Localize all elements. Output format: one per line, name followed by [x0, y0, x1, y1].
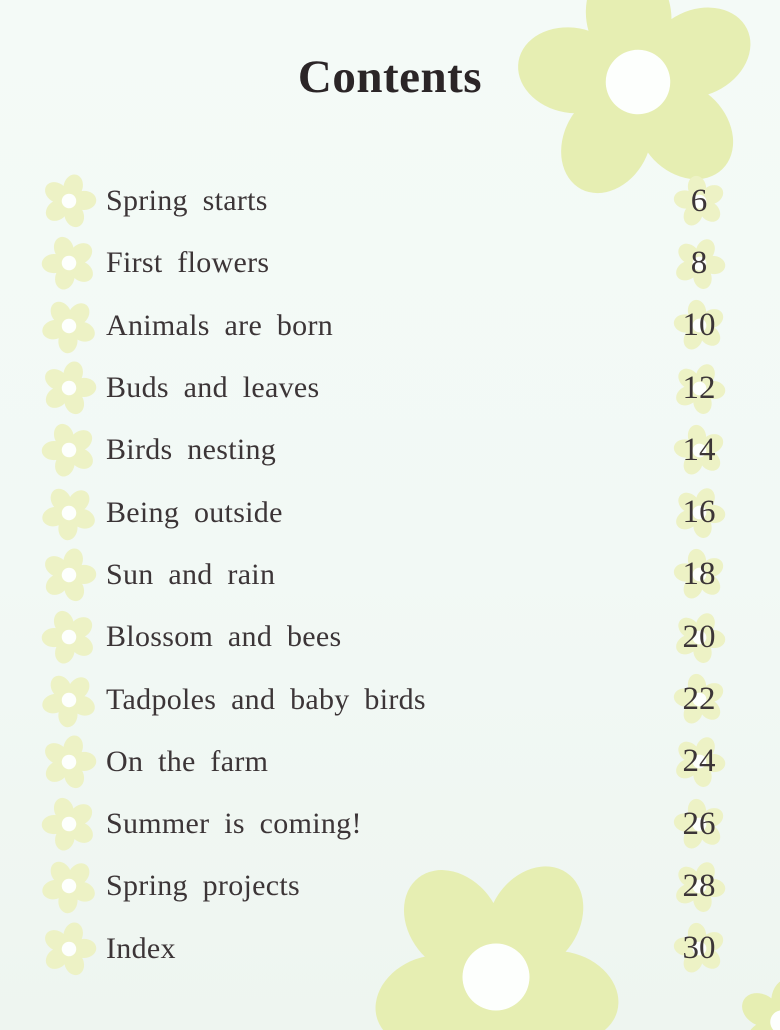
contents-entry	[40, 606, 736, 668]
contents-entry	[40, 855, 736, 917]
entry-page-area	[662, 795, 736, 853]
flower-bullet-icon	[40, 234, 98, 292]
entry-page-number: 8	[690, 244, 708, 281]
contents-entry	[40, 170, 736, 232]
contents-entry	[40, 668, 736, 730]
entry-page-area	[662, 297, 736, 355]
entry-page-number: 26	[682, 805, 716, 842]
entry-page-number: 22	[682, 681, 716, 718]
entry-page-number: 12	[682, 369, 716, 406]
entry-label: Being outside	[106, 495, 283, 529]
entry-page-number: 20	[682, 618, 716, 655]
entry-label: Sun and rain	[106, 557, 276, 591]
entry-page-area	[662, 733, 736, 791]
flower-bullet-icon	[40, 795, 98, 853]
entry-label: Birds nesting	[106, 433, 277, 467]
contents-entry	[40, 481, 736, 543]
entry-label: Spring starts	[106, 184, 268, 218]
contents-entry	[40, 731, 736, 793]
entry-page-area	[662, 172, 736, 230]
entry-page-number: 24	[682, 743, 716, 780]
flower-bullet-icon	[40, 608, 98, 666]
entry-page-area	[662, 421, 736, 479]
entry-page-number: 14	[682, 431, 716, 468]
contents-entry	[40, 918, 736, 980]
entry-label: Buds and leaves	[106, 371, 320, 405]
entry-page-area	[662, 671, 736, 729]
entry-label: On the farm	[106, 744, 269, 778]
entry-label: Tadpoles and baby birds	[106, 682, 426, 716]
entry-page-number: 16	[682, 494, 716, 531]
contents-entry	[40, 419, 736, 481]
entry-page-area	[662, 608, 736, 666]
entry-page-number: 6	[690, 182, 708, 219]
entry-label: Animals are born	[106, 308, 334, 342]
contents-entry	[40, 295, 736, 357]
entry-page-area	[662, 857, 736, 915]
entry-page-number: 30	[682, 930, 716, 967]
contents-list	[40, 170, 736, 980]
entry-page-area	[662, 234, 736, 292]
entry-label: Index	[106, 931, 176, 965]
entry-label: Spring projects	[106, 869, 300, 903]
flower-bullet-icon	[40, 920, 98, 978]
flower-bullet-icon	[40, 671, 98, 729]
entry-label: Blossom and bees	[106, 620, 342, 654]
contents-entry	[40, 793, 736, 855]
entry-page-area	[662, 359, 736, 417]
entry-page-area	[662, 546, 736, 604]
page-title: Contents	[297, 51, 483, 103]
flower-bullet-icon	[40, 546, 98, 604]
entry-page-area	[662, 484, 736, 542]
flower-bullet-icon	[40, 421, 98, 479]
entry-label: Summer is coming!	[106, 807, 362, 841]
flower-bullet-icon	[40, 172, 98, 230]
entry-label: First flowers	[106, 246, 270, 280]
flower-bullet-icon	[40, 733, 98, 791]
entry-page-number: 10	[682, 307, 716, 344]
entry-page-number: 18	[682, 556, 716, 593]
contents-entry	[40, 544, 736, 606]
flower-bullet-icon	[40, 484, 98, 542]
entry-page-area	[662, 920, 736, 978]
flower-bullet-icon	[40, 857, 98, 915]
contents-entry	[40, 357, 736, 419]
flower-bullet-icon	[40, 359, 98, 417]
contents-entry	[40, 232, 736, 294]
entry-page-number: 28	[682, 867, 716, 904]
flower-bullet-icon	[40, 297, 98, 355]
